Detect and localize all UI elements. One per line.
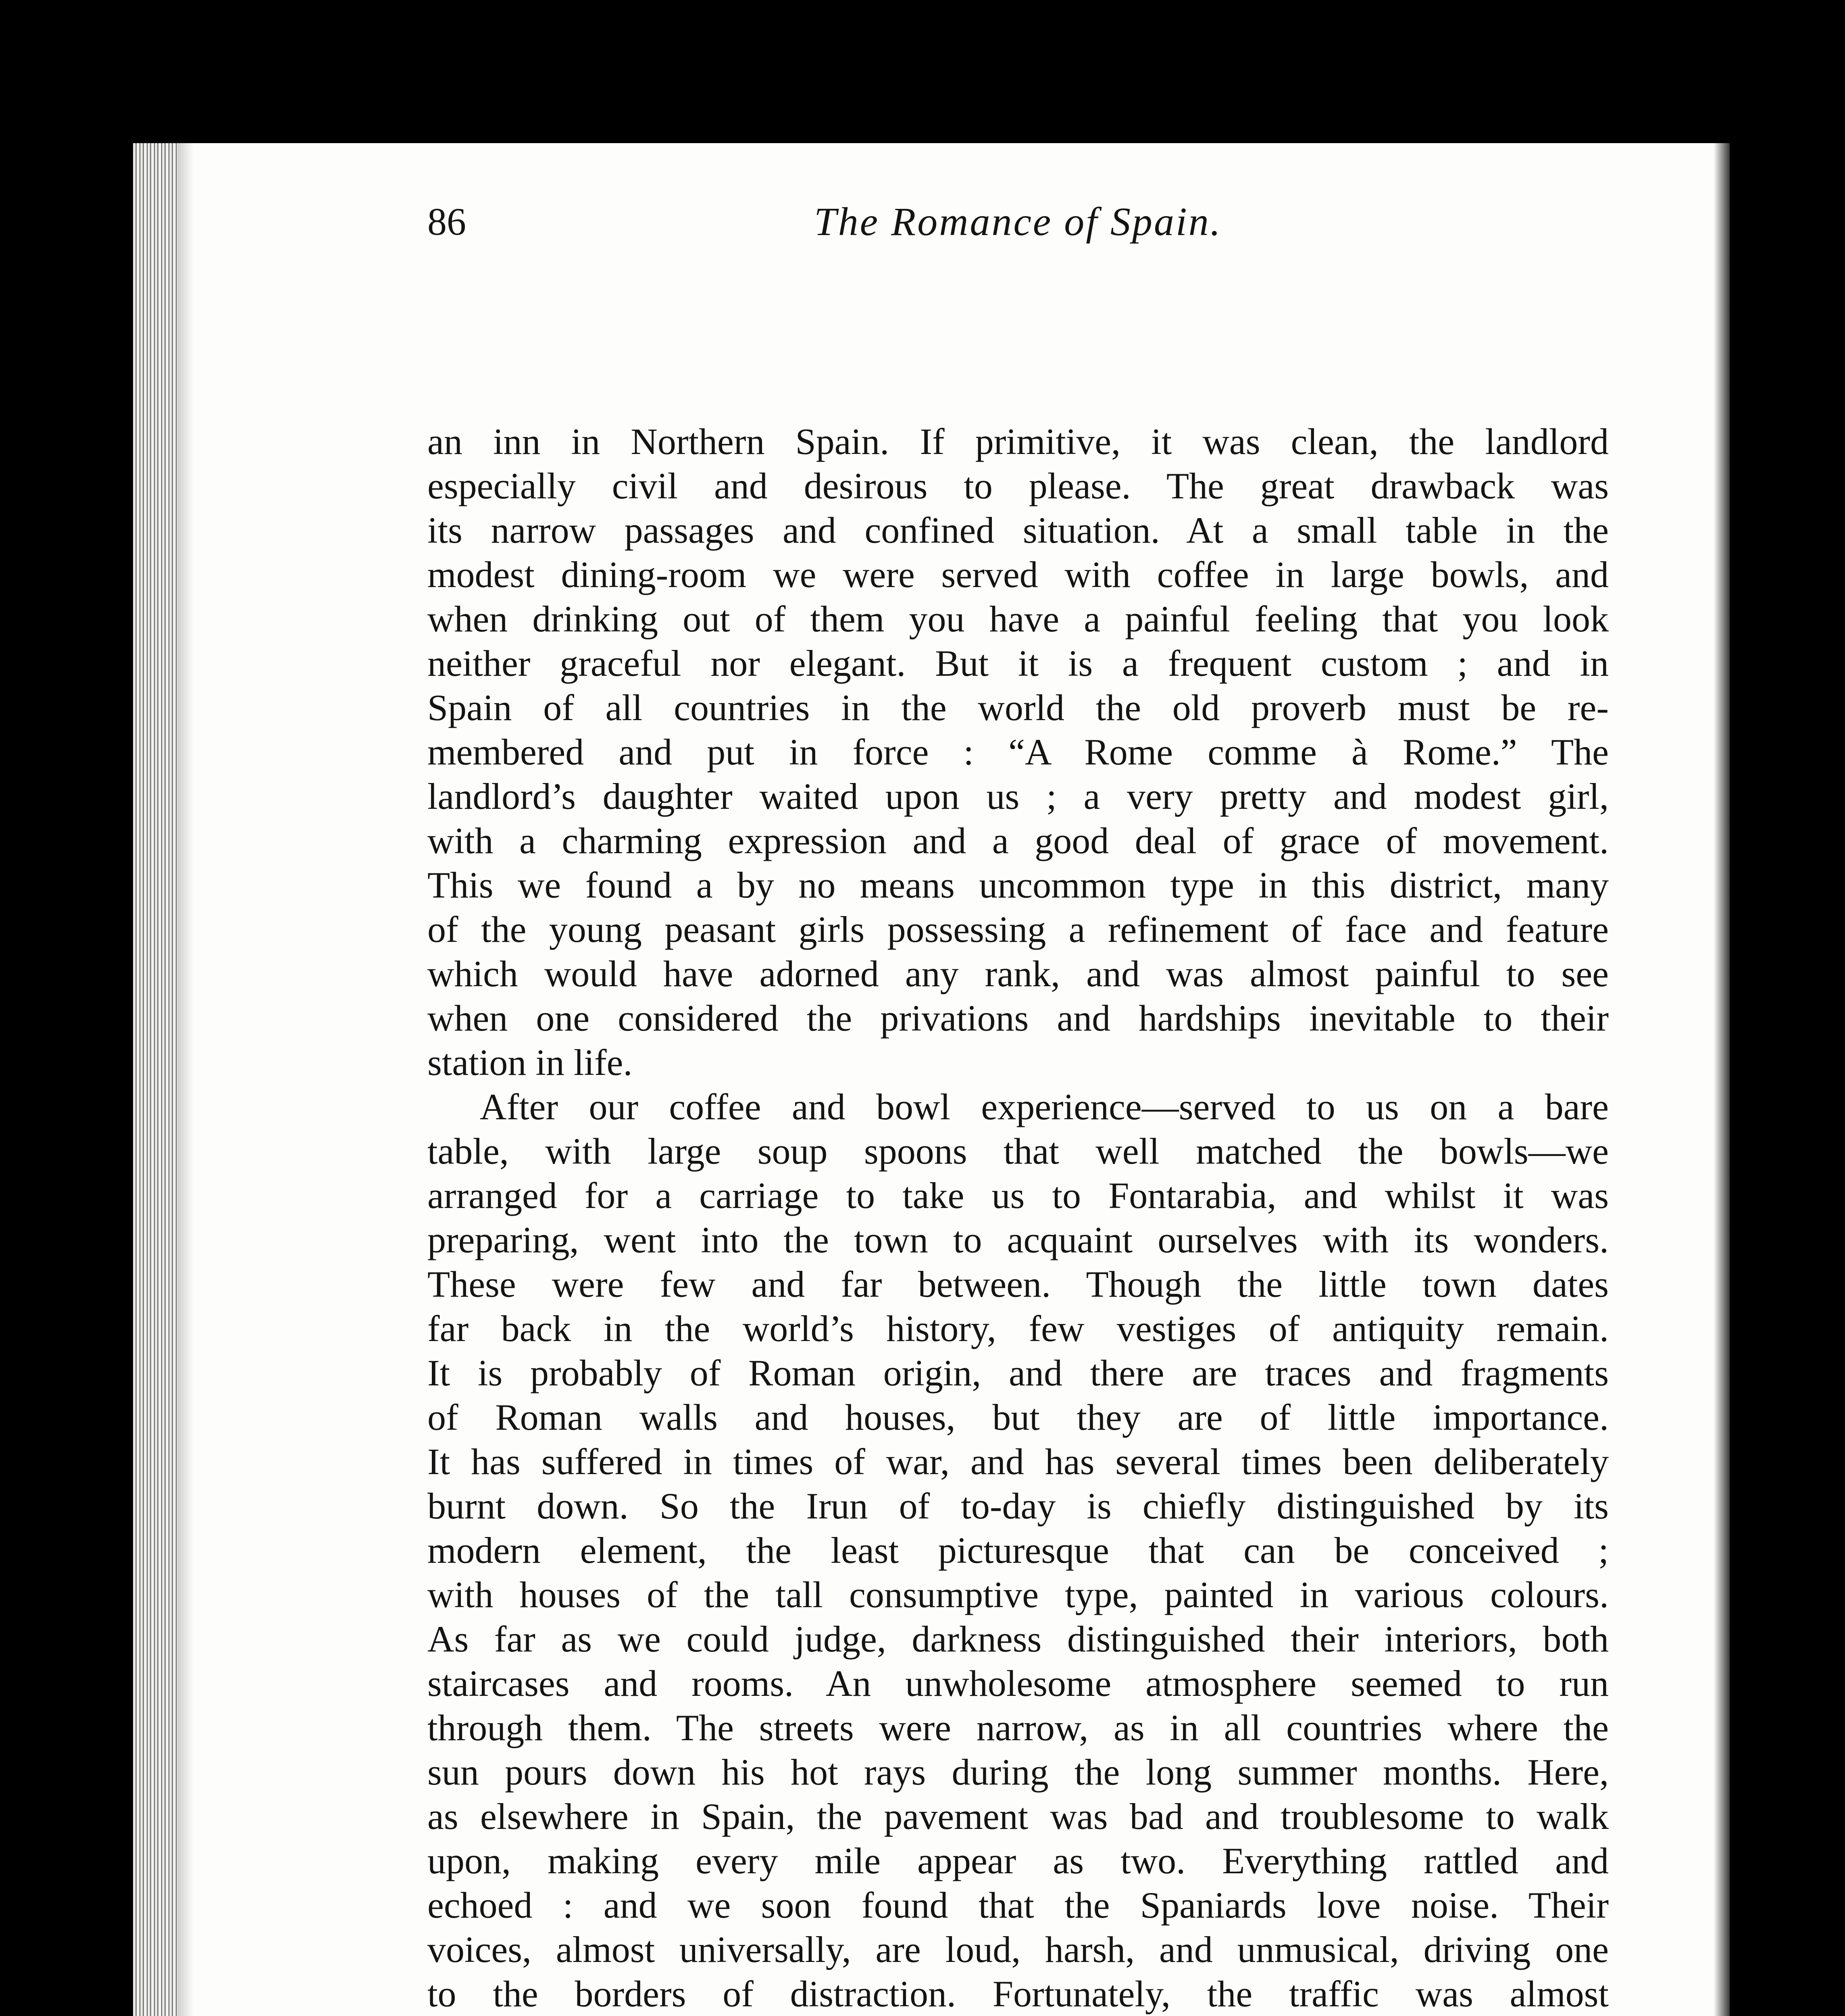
paragraph: [427, 419, 1609, 1085]
text-line: Spain of all countries in the world the old proverb must be re-: [427, 687, 1609, 728]
text-line: It has suffered in times of war, and has several times been deliberately: [427, 1441, 1609, 1482]
text-line: As far as we could judge, darkness distinguished their interiors, both: [427, 1618, 1609, 1660]
text-line: station in life.: [427, 1042, 633, 1083]
text-line: neither graceful nor elegant. But it is a frequent custom ; and in: [427, 643, 1609, 684]
text-line: burnt down. So the Irun of to-day is chiefly distinguished by its: [427, 1485, 1609, 1527]
page-number: 86: [427, 200, 466, 243]
text-line: of the young peasant girls possessing a refinement of face and feature: [427, 909, 1609, 950]
text-line: staircases and rooms. An unwholesome atmosphere seemed to run: [427, 1663, 1609, 1704]
text-line: preparing, went into the town to acquaint ourselves with its wonders.: [427, 1219, 1609, 1260]
text-line: upon, making every mile appear as two. Everything rattled and: [427, 1840, 1609, 1881]
text-line: modern element, the least picturesque that can be conceived ;: [427, 1530, 1609, 1571]
text-line: This we found a by no means uncommon type in this district, many: [427, 864, 1609, 906]
text-line: echoed : and we soon found that the Spaniards love noise. Their: [427, 1885, 1609, 1926]
right-page-edge: [1714, 143, 1730, 2016]
paragraph: [427, 1085, 1609, 2016]
text-line: when one considered the privations and hardships inevitable to their: [427, 998, 1609, 1039]
text-line: voices, almost universally, are loud, harsh, and unmusical, driving one: [427, 1929, 1609, 1970]
text-line: as elsewhere in Spain, the pavement was bad and troublesome to walk: [427, 1796, 1609, 1837]
text-line: table, with large soup spoons that well matched the bowls—we: [427, 1131, 1609, 1172]
text-line: sun pours down his hot rays during the long summer months. Here,: [427, 1752, 1609, 1793]
text-line: with houses of the tall consumptive type, painted in various colours.: [427, 1574, 1609, 1615]
gutter-shadow: [177, 143, 194, 2016]
page-edge-stack: [133, 143, 177, 2016]
text-line: an inn in Northern Spain. If primitive, it was clean, the landlord: [427, 421, 1609, 462]
text-line: when drinking out of them you have a painful feeling that you look: [427, 598, 1609, 639]
text-line: landlord’s daughter waited upon us ; a very pretty and modest girl,: [427, 776, 1609, 817]
text-line: far back in the world’s history, few vestiges of antiquity remain.: [427, 1308, 1609, 1349]
text-line: its narrow passages and confined situation. At a small table in the: [427, 510, 1609, 551]
text-line: modest dining-room we were served with coffee in large bowls, and: [427, 554, 1609, 595]
running-head: [427, 194, 1609, 250]
text-line: After our coffee and bowl experience—served to us on a bare: [480, 1086, 1609, 1127]
text-line: These were few and far between. Though the little town dates: [427, 1264, 1609, 1305]
text-line: membered and put in force : “A Rome comme à Rome.” The: [427, 731, 1609, 773]
text-line: with a charming expression and a good deal of grace of movement.: [427, 820, 1609, 861]
text-line: through them. The streets were narrow, as in all countries where the: [427, 1707, 1609, 1748]
text-line: which would have adorned any rank, and was almost painful to see: [427, 953, 1609, 994]
body-text: [427, 419, 1609, 2016]
text-line: to the borders of distraction. Fortunately, the traffic was almost: [427, 1973, 1609, 2014]
text-line: of Roman walls and houses, but they are of little importance.: [427, 1397, 1609, 1438]
running-title: The Romance of Spain.: [814, 199, 1222, 244]
text-line: arranged for a carriage to take us to Fontarabia, and whilst it was: [427, 1175, 1609, 1216]
text-line: especially civil and desirous to please. The great drawback was: [427, 465, 1609, 506]
text-line: It is probably of Roman origin, and there are traces and fragments: [427, 1352, 1609, 1393]
